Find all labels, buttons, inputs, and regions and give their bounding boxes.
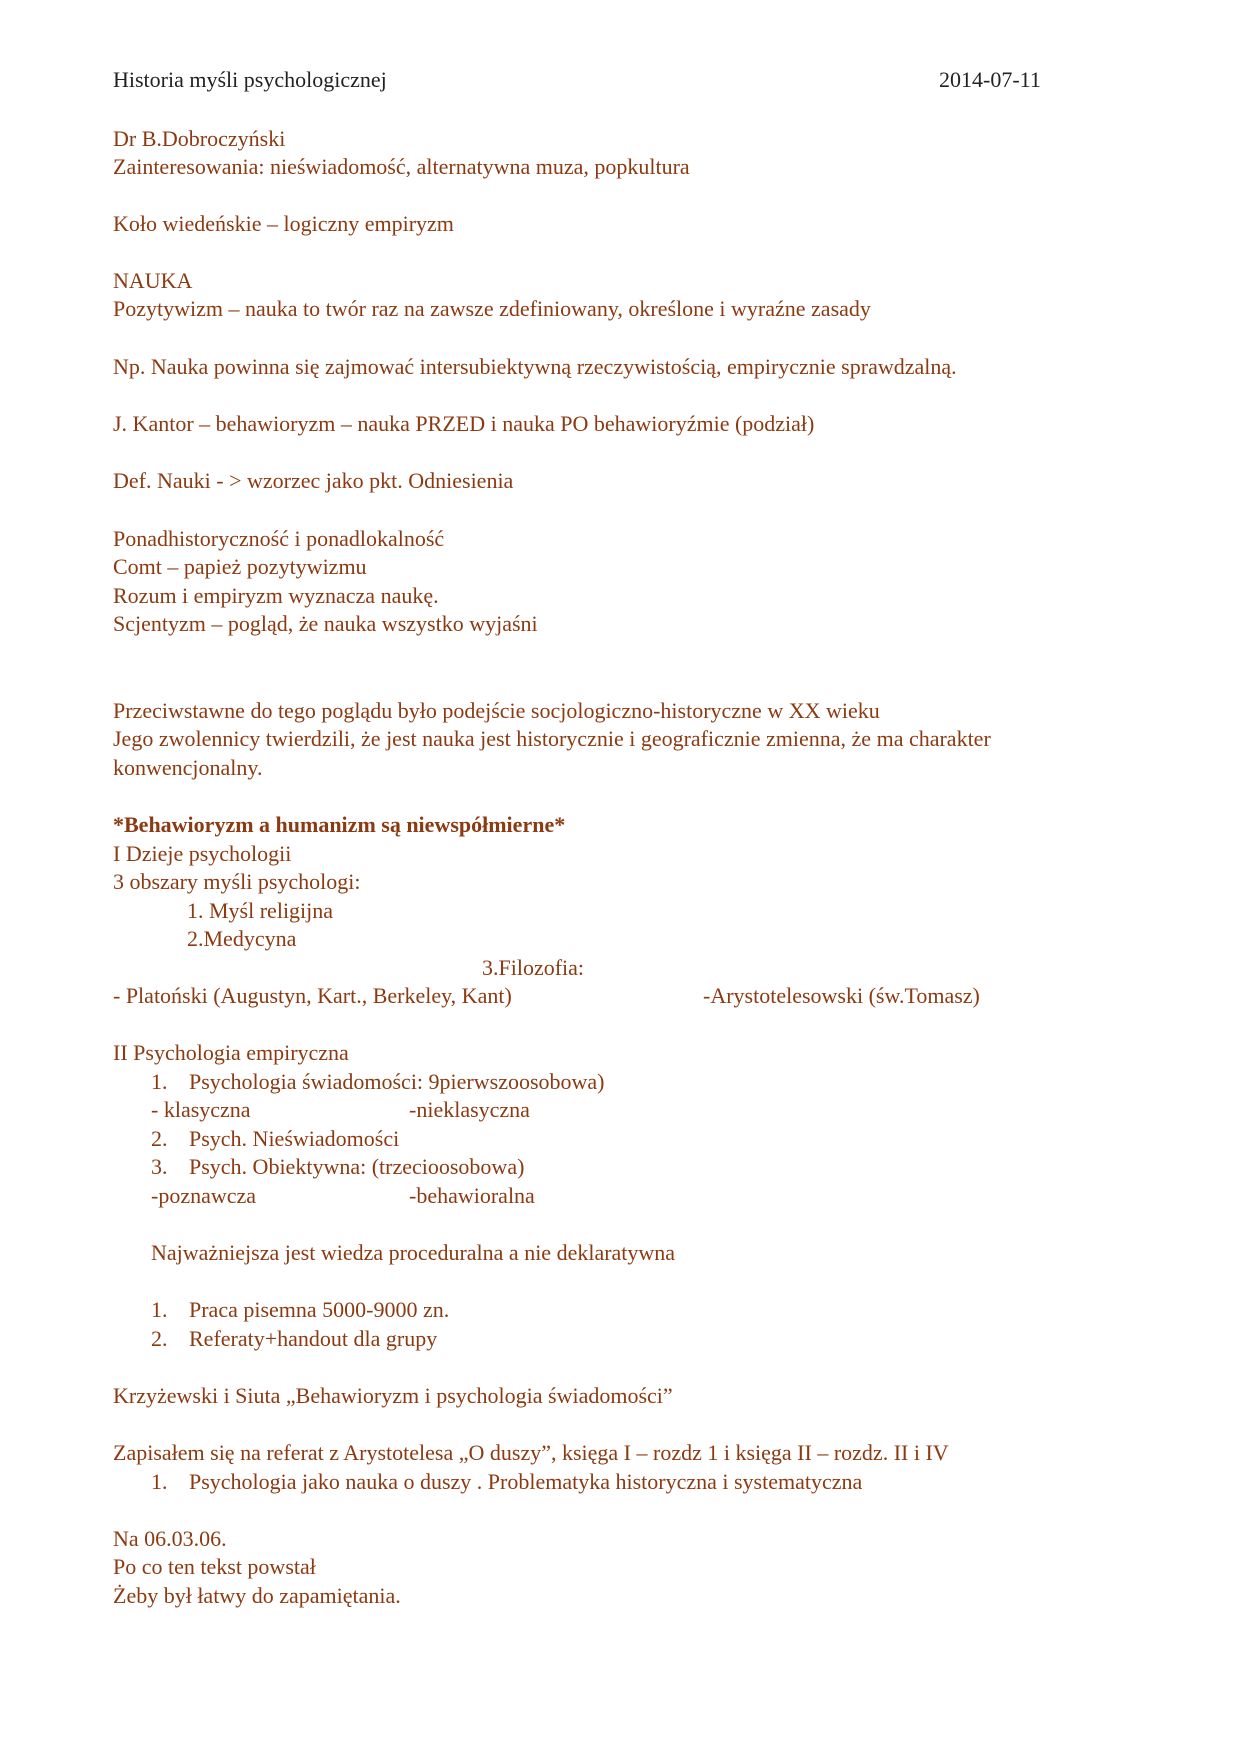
nauka-heading: NAUKA: [113, 268, 193, 293]
konwencjonalny-line: konwencjonalny.: [113, 755, 263, 780]
platonski-line: - Platoński (Augustyn, Kart., Berkeley, Kant): [113, 983, 512, 1008]
list-number: 3.: [151, 1154, 168, 1179]
klasyczna-item: - klasyczna: [151, 1097, 251, 1122]
religijna-item: 1. Myśl religijna: [187, 898, 334, 923]
list-number: 1.: [151, 1069, 168, 1094]
zapisalem-line: Zapisałem się na referat z Arystotelesa „O duszy”, księga I – rozdz 1 i księga II – rozdz. II i IV: [113, 1440, 949, 1465]
kantor-line: J. Kantor – behawioryzm – nauka PRZED i nauka PO behawioryźmie (podział): [113, 411, 815, 436]
list-number: 1.: [151, 1469, 168, 1494]
dzieje-heading: I Dzieje psychologii: [113, 841, 292, 866]
na-line: Na 06.03.06.: [113, 1526, 227, 1551]
example-line: Np. Nauka powinna się zajmować intersubiektywną rzeczywistością, empirycznie sprawdzalną.: [113, 354, 957, 379]
list-number: 2.: [151, 1326, 168, 1351]
nieklasyczna-item: -nieklasyczna: [409, 1097, 530, 1122]
poco-line: Po co ten tekst powstał: [113, 1554, 316, 1579]
ponad-line: Ponadhistoryczność i ponadlokalność: [113, 526, 445, 551]
praca-item: Praca pisemna 5000-9000 zn.: [189, 1297, 450, 1322]
filozofia-item: 3.Filozofia:: [482, 955, 585, 980]
psychologia-duszy-item: Psychologia jako nauka o duszy . Problematyka historyczna i systematyczna: [189, 1469, 863, 1494]
behawioryzm-humanizm-line: *Behawioryzm a humanizm są niewspółmierne*: [113, 812, 566, 837]
przeciwstawne-line: Przeciwstawne do tego poglądu było podejście socjologiczno-historyczne w XX wieku: [113, 698, 880, 723]
list-number: 1.: [151, 1297, 168, 1322]
interests-line: Zainteresowania: nieświadomość, alternatywna muza, popkultura: [113, 154, 690, 179]
zeby-line: Żeby był łatwy do zapamiętania.: [113, 1583, 401, 1608]
arystotelesowski-line: -Arystotelesowski (św.Tomasz): [703, 983, 980, 1008]
medycyna-item: 2.Medycyna: [187, 926, 297, 951]
comt-line: Comt – papież pozytywizmu: [113, 554, 367, 579]
obiektywna-item: Psych. Obiektywna: (trzecioosobowa): [189, 1154, 525, 1179]
najwazniejsza-line: Najważniejsza jest wiedza proceduralna a nie deklaratywna: [151, 1240, 676, 1265]
scjentyzm-line: Scjentyzm – pogląd, że nauka wszystko wyjaśni: [113, 611, 538, 636]
lecturer-line: Dr B.Dobroczyński: [113, 126, 286, 151]
pozytywizm-line: Pozytywizm – nauka to twór raz na zawsze zdefiniowany, określone i wyraźne zasady: [113, 296, 871, 321]
definition-line: Def. Nauki - > wzorzec jako pkt. Odniesienia: [113, 468, 514, 493]
obszary-line: 3 obszary myśli psychologi:: [113, 869, 361, 894]
krzyzewski-line: Krzyżewski i Siuta „Behawioryzm i psychologia świadomości”: [113, 1383, 673, 1408]
document-date: 2014-07-11: [939, 67, 1041, 92]
zwolennicy-line: Jego zwolennicy twierdzili, że jest nauka jest historycznie i geograficznie zmienna, że ma charakter: [113, 726, 991, 751]
rozum-line: Rozum i empiryzm wyznacza naukę.: [113, 583, 439, 608]
list-number: 2.: [151, 1126, 168, 1151]
behawioralna-item: -behawioralna: [409, 1183, 535, 1208]
swiadomosci-item: Psychologia świadomości: 9pierwszoosobowa): [189, 1069, 605, 1094]
kolo-line: Koło wiedeńskie – logiczny empiryzm: [113, 211, 454, 236]
poznawcza-item: -poznawcza: [151, 1183, 257, 1208]
referaty-item: Referaty+handout dla grupy: [189, 1326, 438, 1351]
nieswiadomosci-item: Psych. Nieświadomości: [189, 1126, 400, 1151]
document-title: Historia myśli psychologicznej: [113, 67, 387, 92]
empiryczna-heading: II Psychologia empiryczna: [113, 1040, 349, 1065]
